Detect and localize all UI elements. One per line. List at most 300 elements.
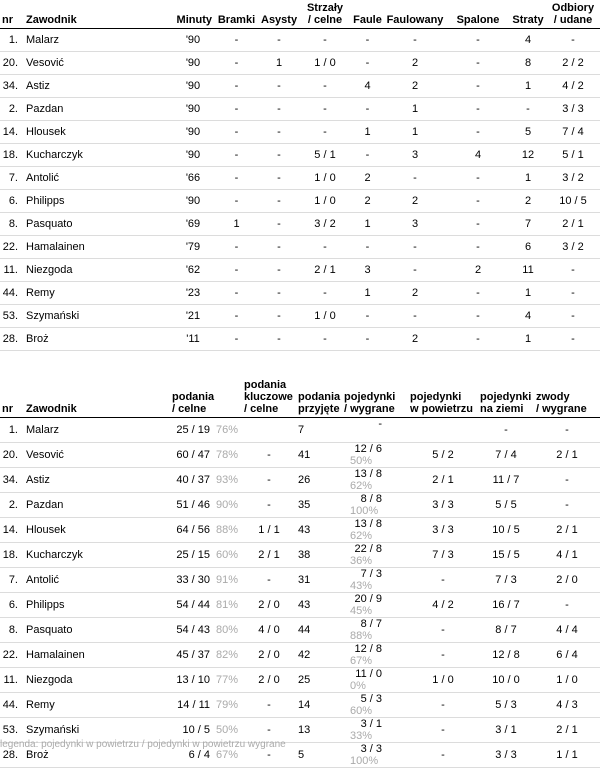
cell-dribbles: 4 / 4 bbox=[534, 618, 600, 643]
table-row bbox=[0, 259, 600, 282]
passes-value: 14 / 11 bbox=[177, 699, 210, 711]
table-row bbox=[0, 328, 600, 351]
cell-nr: 14. bbox=[0, 518, 24, 543]
cell-losses: 1 bbox=[510, 282, 546, 305]
table-row bbox=[0, 98, 600, 121]
cell-losses: 8 bbox=[510, 52, 546, 75]
cell-player-name: Hamalainen bbox=[24, 236, 172, 259]
table-row bbox=[0, 668, 600, 693]
passes-value: 10 / 5 bbox=[182, 724, 210, 736]
duels-value: 20 / 9 bbox=[354, 593, 382, 605]
cell-received: 14 bbox=[296, 693, 342, 718]
col-shots-line1: Strzały bbox=[306, 2, 344, 14]
cell-shots: - bbox=[299, 121, 351, 144]
cell-passes bbox=[170, 518, 242, 543]
cell-tackles: 2 / 2 bbox=[546, 52, 600, 75]
cell-aerial-duels: - bbox=[408, 693, 478, 718]
cell-minutes: '90 bbox=[172, 144, 214, 167]
passes-percent: 93% bbox=[216, 474, 239, 486]
cell-goals: - bbox=[214, 98, 259, 121]
duels-percent: 62% bbox=[350, 530, 373, 542]
cell-nr: 6. bbox=[0, 190, 24, 213]
cell-tackles: 10 / 5 bbox=[546, 190, 600, 213]
cell-player-name: Antolić bbox=[24, 167, 172, 190]
col-ground-duels bbox=[478, 379, 534, 418]
cell-dribbles: 1 / 1 bbox=[534, 743, 600, 768]
cell-fouled: 2 bbox=[384, 282, 446, 305]
passes-value: 33 / 30 bbox=[176, 574, 210, 586]
cell-passes bbox=[170, 643, 242, 668]
cell-player-name: Antolić bbox=[24, 568, 170, 593]
cell-offside: - bbox=[446, 236, 510, 259]
cell-duels bbox=[342, 468, 408, 493]
cell-received: 25 bbox=[296, 668, 342, 693]
cell-nr: 22. bbox=[0, 643, 24, 668]
cell-player-name: Szymański bbox=[24, 718, 170, 743]
duels-percent: 50% bbox=[350, 455, 373, 467]
cell-tackles: - bbox=[546, 29, 600, 52]
cell-player-name: Malarz bbox=[24, 418, 170, 443]
cell-nr: 28. bbox=[0, 328, 24, 351]
passes-value: 64 / 56 bbox=[176, 524, 210, 536]
table-row bbox=[0, 618, 600, 643]
col-dribbles bbox=[534, 379, 600, 418]
cell-fouled: - bbox=[384, 236, 446, 259]
cell-key-passes: - bbox=[242, 743, 296, 768]
cell-tackles: - bbox=[546, 282, 600, 305]
cell-assists: - bbox=[259, 121, 299, 144]
cell-minutes: '11 bbox=[172, 328, 214, 351]
col-fouls: Faule bbox=[351, 2, 384, 29]
cell-goals: - bbox=[214, 282, 259, 305]
cell-assists: - bbox=[259, 190, 299, 213]
col-nr: nr bbox=[0, 379, 24, 418]
cell-duels bbox=[342, 568, 408, 593]
cell-assists: - bbox=[259, 29, 299, 52]
cell-key-passes: 2 / 0 bbox=[242, 593, 296, 618]
passes-percent: 60% bbox=[216, 549, 239, 561]
cell-losses: 7 bbox=[510, 213, 546, 236]
cell-aerial-duels: 1 / 0 bbox=[408, 668, 478, 693]
cell-minutes: '69 bbox=[172, 213, 214, 236]
cell-shots: - bbox=[299, 29, 351, 52]
legend-note: legenda: pojedynki w powietrzu / pojedynki w powietrzu wygrane bbox=[0, 739, 286, 750]
cell-dribbles: 2 / 1 bbox=[534, 518, 600, 543]
col-offside: Spalone bbox=[446, 2, 510, 29]
cell-dribbles: 2 / 1 bbox=[534, 718, 600, 743]
cell-offside: - bbox=[446, 305, 510, 328]
duels-value: 12 / 6 bbox=[354, 443, 382, 455]
cell-ground-duels: 16 / 7 bbox=[478, 593, 534, 618]
passes-percent: 88% bbox=[216, 524, 239, 536]
cell-player-name: Szymański bbox=[24, 305, 172, 328]
cell-offside: - bbox=[446, 29, 510, 52]
cell-ground-duels: 5 / 5 bbox=[478, 493, 534, 518]
cell-player-name: Niezgoda bbox=[24, 259, 172, 282]
cell-nr: 8. bbox=[0, 618, 24, 643]
cell-offside: - bbox=[446, 98, 510, 121]
cell-goals: - bbox=[214, 328, 259, 351]
cell-minutes: '62 bbox=[172, 259, 214, 282]
duels-percent: 100% bbox=[350, 755, 379, 767]
duels-percent: 67% bbox=[350, 655, 373, 667]
cell-nr: 2. bbox=[0, 98, 24, 121]
cell-player-name: Hamalainen bbox=[24, 643, 170, 668]
cell-goals: - bbox=[214, 190, 259, 213]
duels-percent: 43% bbox=[350, 580, 373, 592]
cell-fouls: - bbox=[351, 52, 384, 75]
passes-percent: 50% bbox=[216, 724, 239, 736]
passes-value: 54 / 43 bbox=[176, 624, 210, 636]
cell-minutes: '90 bbox=[172, 121, 214, 144]
cell-nr: 53. bbox=[0, 718, 24, 743]
cell-received: 38 bbox=[296, 543, 342, 568]
cell-aerial-duels: 2 / 1 bbox=[408, 468, 478, 493]
cell-dribbles: 4 / 3 bbox=[534, 693, 600, 718]
cell-goals: - bbox=[214, 236, 259, 259]
duels-percent: 100% bbox=[350, 505, 379, 517]
cell-fouled: 1 bbox=[384, 98, 446, 121]
passes-value: 51 / 46 bbox=[176, 499, 210, 511]
cell-assists: - bbox=[259, 75, 299, 98]
cell-shots: - bbox=[299, 98, 351, 121]
col-shots bbox=[299, 2, 351, 29]
passes-percent: 79% bbox=[216, 699, 239, 711]
cell-shots: - bbox=[299, 75, 351, 98]
duels-value: 8 / 7 bbox=[360, 618, 382, 630]
cell-aerial-duels: 7 / 3 bbox=[408, 543, 478, 568]
col-received bbox=[296, 379, 342, 418]
col-air-line2: w powietrzu bbox=[410, 403, 473, 415]
cell-received: 43 bbox=[296, 593, 342, 618]
cell-assists: - bbox=[259, 282, 299, 305]
col-passes-line1: podania bbox=[172, 391, 215, 403]
duels-value: 3 / 1 bbox=[360, 718, 382, 730]
cell-goals: - bbox=[214, 167, 259, 190]
col-tackles bbox=[546, 2, 600, 29]
cell-shots: 1 / 0 bbox=[299, 190, 351, 213]
cell-minutes: '90 bbox=[172, 29, 214, 52]
cell-goals: - bbox=[214, 52, 259, 75]
table-row bbox=[0, 518, 600, 543]
cell-player-name: Broż bbox=[24, 743, 170, 768]
passes-value: 45 / 37 bbox=[176, 649, 210, 661]
table-row bbox=[0, 305, 600, 328]
cell-tackles: 3 / 2 bbox=[546, 236, 600, 259]
cell-ground-duels: - bbox=[478, 418, 534, 443]
cell-goals: - bbox=[214, 29, 259, 52]
cell-offside: - bbox=[446, 52, 510, 75]
cell-shots: 1 / 0 bbox=[299, 52, 351, 75]
cell-aerial-duels: - bbox=[408, 568, 478, 593]
cell-nr: 28. bbox=[0, 743, 24, 768]
cell-passes bbox=[170, 693, 242, 718]
cell-assists: - bbox=[259, 328, 299, 351]
cell-received: 7 bbox=[296, 418, 342, 443]
cell-aerial-duels bbox=[408, 418, 478, 443]
cell-nr: 44. bbox=[0, 693, 24, 718]
cell-offside: 4 bbox=[446, 144, 510, 167]
cell-offside: 2 bbox=[446, 259, 510, 282]
cell-minutes: '23 bbox=[172, 282, 214, 305]
cell-fouled: 3 bbox=[384, 144, 446, 167]
cell-assists: 1 bbox=[259, 52, 299, 75]
cell-fouls: - bbox=[351, 236, 384, 259]
table-row bbox=[0, 75, 600, 98]
cell-fouls: 1 bbox=[351, 121, 384, 144]
cell-ground-duels: 10 / 0 bbox=[478, 668, 534, 693]
cell-losses: 2 bbox=[510, 190, 546, 213]
cell-losses: 12 bbox=[510, 144, 546, 167]
cell-player-name: Niezgoda bbox=[24, 668, 170, 693]
duels-percent: 45% bbox=[350, 605, 373, 617]
cell-received: 26 bbox=[296, 468, 342, 493]
col-key-line2: kluczowe bbox=[244, 391, 293, 403]
col-ground-line2: na ziemi bbox=[480, 403, 524, 415]
duels-percent: 88% bbox=[350, 630, 373, 642]
cell-dribbles: - bbox=[534, 593, 600, 618]
cell-nr: 53. bbox=[0, 305, 24, 328]
table-row bbox=[0, 167, 600, 190]
duels-value: - bbox=[378, 418, 382, 430]
cell-nr: 11. bbox=[0, 668, 24, 693]
col-ground-line1: pojedynki bbox=[480, 391, 532, 403]
duels-value: 22 / 8 bbox=[354, 543, 382, 555]
duels-value: 5 / 3 bbox=[360, 693, 382, 705]
col-key-passes bbox=[242, 379, 296, 418]
col-recv-line2: przyjęte bbox=[298, 403, 340, 415]
col-nr: nr bbox=[0, 2, 24, 29]
cell-passes bbox=[170, 443, 242, 468]
cell-offside: - bbox=[446, 121, 510, 144]
cell-duels bbox=[342, 618, 408, 643]
col-tackles-line2: / udane bbox=[553, 14, 593, 26]
duels-percent: 0% bbox=[350, 680, 366, 692]
cell-fouls: 4 bbox=[351, 75, 384, 98]
cell-player-name: Astiz bbox=[24, 75, 172, 98]
cell-minutes: '21 bbox=[172, 305, 214, 328]
cell-minutes: '66 bbox=[172, 167, 214, 190]
cell-player-name: Pasquato bbox=[24, 213, 172, 236]
cell-offside: - bbox=[446, 328, 510, 351]
cell-key-passes: 2 / 1 bbox=[242, 543, 296, 568]
cell-passes bbox=[170, 493, 242, 518]
cell-shots: 5 / 1 bbox=[299, 144, 351, 167]
cell-fouls: - bbox=[351, 98, 384, 121]
cell-nr: 1. bbox=[0, 418, 24, 443]
col-recv-line1: podania bbox=[298, 391, 341, 403]
cell-duels bbox=[342, 743, 408, 768]
cell-nr: 7. bbox=[0, 568, 24, 593]
cell-goals: - bbox=[214, 259, 259, 282]
table-row bbox=[0, 144, 600, 167]
cell-nr: 20. bbox=[0, 443, 24, 468]
cell-duels bbox=[342, 593, 408, 618]
passes-percent: 82% bbox=[216, 649, 239, 661]
table-row bbox=[0, 52, 600, 75]
header-row bbox=[0, 379, 600, 418]
cell-losses: 11 bbox=[510, 259, 546, 282]
cell-nr: 34. bbox=[0, 468, 24, 493]
duels-value: 12 / 8 bbox=[354, 643, 382, 655]
cell-received: 42 bbox=[296, 643, 342, 668]
cell-losses: - bbox=[510, 98, 546, 121]
cell-key-passes bbox=[242, 418, 296, 443]
col-assists: Asysty bbox=[259, 2, 299, 29]
cell-key-passes: - bbox=[242, 493, 296, 518]
cell-dribbles: 4 / 1 bbox=[534, 543, 600, 568]
cell-fouled: 1 bbox=[384, 121, 446, 144]
cell-duels bbox=[342, 518, 408, 543]
cell-fouled: 2 bbox=[384, 328, 446, 351]
cell-minutes: '90 bbox=[172, 190, 214, 213]
cell-losses: 1 bbox=[510, 328, 546, 351]
cell-nr: 34. bbox=[0, 75, 24, 98]
cell-fouled: - bbox=[384, 167, 446, 190]
passes-percent: 67% bbox=[216, 749, 239, 761]
cell-duels bbox=[342, 418, 408, 443]
cell-assists: - bbox=[259, 236, 299, 259]
cell-received: 5 bbox=[296, 743, 342, 768]
cell-key-passes: - bbox=[242, 693, 296, 718]
cell-ground-duels: 12 / 8 bbox=[478, 643, 534, 668]
col-minutes: Minuty bbox=[172, 2, 214, 29]
col-key-line3: / celne bbox=[244, 403, 279, 415]
passes-value: 60 / 47 bbox=[176, 449, 210, 461]
duels-percent: 33% bbox=[350, 730, 373, 742]
cell-key-passes: 2 / 0 bbox=[242, 643, 296, 668]
cell-fouled: - bbox=[384, 29, 446, 52]
duels-percent: 36% bbox=[350, 555, 373, 567]
cell-goals: - bbox=[214, 75, 259, 98]
cell-key-passes: 4 / 0 bbox=[242, 618, 296, 643]
cell-duels bbox=[342, 668, 408, 693]
cell-fouls: 3 bbox=[351, 259, 384, 282]
cell-passes bbox=[170, 468, 242, 493]
cell-ground-duels: 7 / 4 bbox=[478, 443, 534, 468]
cell-player-name: Kucharczyk bbox=[24, 543, 170, 568]
cell-player-name: Malarz bbox=[24, 29, 172, 52]
cell-dribbles: 1 / 0 bbox=[534, 668, 600, 693]
cell-player-name: Remy bbox=[24, 282, 172, 305]
cell-key-passes: - bbox=[242, 568, 296, 593]
passes-value: 13 / 10 bbox=[176, 674, 210, 686]
cell-player-name: Hlousek bbox=[24, 518, 170, 543]
cell-player-name: Kucharczyk bbox=[24, 144, 172, 167]
cell-dribbles: - bbox=[534, 418, 600, 443]
cell-passes bbox=[170, 418, 242, 443]
cell-fouled: 2 bbox=[384, 190, 446, 213]
cell-key-passes: 1 / 1 bbox=[242, 518, 296, 543]
cell-nr: 20. bbox=[0, 52, 24, 75]
cell-nr: 1. bbox=[0, 29, 24, 52]
cell-shots: - bbox=[299, 236, 351, 259]
passes-percent: 76% bbox=[216, 424, 239, 436]
cell-losses: 4 bbox=[510, 29, 546, 52]
col-player: Zawodnik bbox=[24, 2, 172, 29]
cell-tackles: - bbox=[546, 328, 600, 351]
cell-key-passes: 2 / 0 bbox=[242, 668, 296, 693]
cell-offside: - bbox=[446, 75, 510, 98]
cell-shots: 1 / 0 bbox=[299, 305, 351, 328]
col-tackles-line1: Odbiory bbox=[551, 2, 595, 14]
col-aerial-duels bbox=[408, 379, 478, 418]
cell-duels bbox=[342, 693, 408, 718]
cell-nr: 11. bbox=[0, 259, 24, 282]
cell-goals: - bbox=[214, 121, 259, 144]
cell-dribbles: - bbox=[534, 468, 600, 493]
col-goals: Bramki bbox=[214, 2, 259, 29]
table-row bbox=[0, 213, 600, 236]
cell-aerial-duels: - bbox=[408, 743, 478, 768]
cell-dribbles: 2 / 0 bbox=[534, 568, 600, 593]
duels-value: 11 / 0 bbox=[355, 668, 382, 680]
col-duels-line2: / wygrane bbox=[344, 403, 395, 415]
passes-value: 40 / 37 bbox=[176, 474, 210, 486]
cell-passes bbox=[170, 568, 242, 593]
cell-duels bbox=[342, 718, 408, 743]
cell-fouls: - bbox=[351, 29, 384, 52]
table-row bbox=[0, 543, 600, 568]
cell-offside: - bbox=[446, 167, 510, 190]
cell-offside: - bbox=[446, 190, 510, 213]
cell-assists: - bbox=[259, 167, 299, 190]
cell-player-name: Pazdan bbox=[24, 98, 172, 121]
col-duels bbox=[342, 379, 408, 418]
duels-percent: 62% bbox=[350, 480, 373, 492]
table-row bbox=[0, 236, 600, 259]
cell-nr: 2. bbox=[0, 493, 24, 518]
duels-percent: 60% bbox=[350, 705, 373, 717]
cell-shots: - bbox=[299, 328, 351, 351]
cell-tackles: 7 / 4 bbox=[546, 121, 600, 144]
cell-losses: 1 bbox=[510, 167, 546, 190]
cell-dribbles: 2 / 1 bbox=[534, 443, 600, 468]
cell-goals: - bbox=[214, 305, 259, 328]
cell-shots: 3 / 2 bbox=[299, 213, 351, 236]
table-row bbox=[0, 593, 600, 618]
cell-player-name: Astiz bbox=[24, 468, 170, 493]
cell-ground-duels: 3 / 3 bbox=[478, 743, 534, 768]
cell-fouls: - bbox=[351, 328, 384, 351]
cell-tackles: 4 / 2 bbox=[546, 75, 600, 98]
passes-value: 6 / 4 bbox=[188, 749, 210, 761]
cell-nr: 6. bbox=[0, 593, 24, 618]
cell-assists: - bbox=[259, 213, 299, 236]
passing-duels-table bbox=[0, 379, 600, 768]
cell-tackles: 3 / 3 bbox=[546, 98, 600, 121]
cell-assists: - bbox=[259, 98, 299, 121]
cell-nr: 22. bbox=[0, 236, 24, 259]
table-row bbox=[0, 568, 600, 593]
cell-tackles: - bbox=[546, 305, 600, 328]
cell-fouls: 1 bbox=[351, 282, 384, 305]
duels-value: 13 / 8 bbox=[354, 518, 382, 530]
passes-percent: 78% bbox=[216, 449, 239, 461]
cell-aerial-duels: - bbox=[408, 718, 478, 743]
cell-received: 31 bbox=[296, 568, 342, 593]
cell-player-name: Pasquato bbox=[24, 618, 170, 643]
table-row bbox=[0, 190, 600, 213]
cell-passes bbox=[170, 593, 242, 618]
cell-tackles: 3 / 2 bbox=[546, 167, 600, 190]
duels-value: 7 / 3 bbox=[360, 568, 382, 580]
duels-value: 8 / 8 bbox=[360, 493, 382, 505]
cell-aerial-duels: 5 / 2 bbox=[408, 443, 478, 468]
player-stats-table bbox=[0, 2, 600, 351]
cell-player-name: Remy bbox=[24, 693, 170, 718]
cell-key-passes: - bbox=[242, 443, 296, 468]
